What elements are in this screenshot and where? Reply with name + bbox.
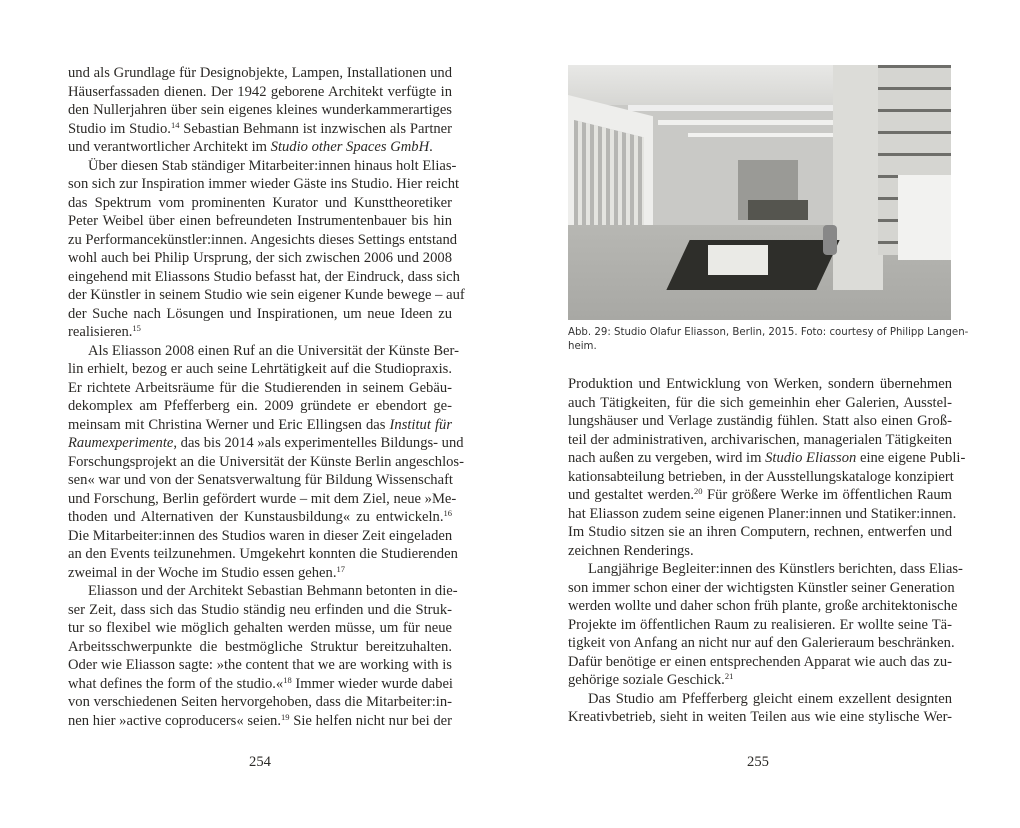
text-line (68, 249, 452, 268)
text-line (68, 527, 452, 546)
text-line (68, 379, 452, 398)
text-line (568, 708, 952, 727)
text-run: kationsabteilung betrieben, in der Ausstellungskataloge konzipiert (568, 468, 954, 485)
text-run: Arbeitsschwerpunkte die bestmögliche Struktur bereitzuhalten. (68, 638, 452, 655)
italic-text: Studio Eliasson (765, 450, 857, 466)
text-run: teil der administrativen, archivarischen, managerialen Tätigkeiten (568, 431, 952, 448)
text-line (68, 157, 457, 176)
text-run: und verantwortlicher Architekt im (68, 139, 271, 155)
text-run: gehörige soziale Geschick. (568, 672, 725, 688)
text-line (568, 616, 952, 635)
footnote-ref: 20 (694, 486, 703, 496)
text-line (568, 431, 952, 450)
footnote-ref: 18 (283, 674, 292, 685)
text-line (68, 64, 452, 83)
text-line (68, 194, 452, 213)
footnote-ref: 21 (724, 671, 734, 681)
text-run: Über diesen Stab ständiger Mitarbeiter:innen hinaus holt Elias- (88, 157, 457, 174)
page-number-right: 255 (747, 754, 769, 770)
text-run: und Forschung, Berlin gefördert wurde – mit dem Ziel, neue »Me- (68, 490, 457, 507)
text-line (568, 634, 955, 653)
text-run: Studio im Studio. (68, 120, 171, 137)
text-line (68, 693, 452, 712)
text-line (68, 175, 460, 194)
text-run: Produktion und Entwicklung von Werken, sondern übernehmen (568, 376, 952, 392)
text-line (68, 212, 452, 231)
text-run: das Spektrum vom prominenten Kurator und Kunsttheoretiker (68, 194, 452, 211)
text-line (68, 675, 452, 694)
text-line (568, 449, 966, 468)
text-line (68, 120, 452, 139)
text-line (68, 305, 452, 324)
figure-caption (568, 326, 969, 354)
text-line (68, 656, 452, 675)
italic-text: Institut für (389, 416, 453, 433)
text-line (68, 619, 452, 638)
text-line (68, 416, 452, 435)
text-run: Immer wieder wurde dabei (291, 675, 453, 692)
text-line (568, 394, 952, 413)
text-run: Als Eliasson 2008 einen Ruf an die Universität der Künste Ber- (88, 342, 459, 359)
text-line (68, 342, 459, 361)
text-run: Forschungsprojekt an die Universität der Künste Berlin angeschlos- (68, 453, 464, 470)
right-page-body-text (568, 375, 966, 727)
text-run: ser Zeit, dass sich das Studio ständig neu erfinden und die Struk- (68, 601, 452, 618)
footnote-ref: 19 (281, 711, 290, 722)
text-run: eingehend mit Eliassons Studio befasst hat, der Eindruck, dass sich (68, 268, 460, 285)
text-run: Im Studio sitzen sie an ihren Computern, rechnen, entwerfen und (568, 524, 952, 540)
text-run: von verschiedenen Seiten hervorgehoben, dass die Mitarbeiter:in- (68, 694, 452, 710)
text-run: der Künstler in seinem Studio wie sein eigener Kunde bewege – auf (68, 287, 465, 303)
text-run: . (429, 139, 433, 155)
text-line (68, 508, 452, 527)
text-run: Für größere Werke im öffentlichen Raum (702, 487, 952, 503)
footnote-ref: 14 (170, 119, 180, 130)
text-line (68, 712, 452, 731)
text-line (68, 138, 452, 157)
text-run: zeichnen Renderings. (568, 542, 694, 559)
text-line (568, 579, 955, 598)
text-line (568, 412, 952, 431)
text-run: tigkeit von Anfang an nicht nur auf den Galerieraum beschränken. (568, 635, 955, 651)
text-line (68, 434, 464, 453)
text-run: Langjährige Begleiter:innen des Künstlers berichten, dass Elias- (588, 561, 963, 577)
text-run: Das Studio am Pfefferberg gleicht einem exzellent designten (588, 690, 952, 707)
text-run: nen hier »active coproducers« seien. (68, 712, 281, 729)
text-line (68, 638, 452, 657)
text-line (68, 471, 452, 490)
text-run: Peter Weibel über einen befreundeten Instrumentenbauer bis hin (68, 213, 452, 229)
studio-photo (568, 65, 951, 320)
text-line (68, 564, 452, 583)
text-line (68, 397, 452, 416)
text-line (68, 490, 457, 509)
text-line (568, 560, 963, 579)
text-line (568, 597, 958, 616)
text-run: Projekte im öffentlichen Raum zu realisieren. Er wollte seine Tä- (568, 616, 952, 633)
text-run: eine eigene Publi- (856, 450, 966, 466)
page-number-left: 254 (249, 754, 271, 770)
text-run: den Nullerjahren über sein eigenes kleines wunderkammerartiges (68, 102, 452, 118)
text-run: Oder wie Eliasson sagte: »the content that we are working with is (68, 657, 452, 673)
text-line (68, 83, 452, 102)
text-line (568, 523, 952, 542)
text-run: Häuserfassaden dienen. Der 1942 geborene Architekt verfügte in (68, 83, 452, 100)
text-run: tur so flexibel wie möglich gehalten werden müsse, um für neue (68, 620, 452, 636)
text-line (568, 690, 952, 709)
text-line (568, 653, 952, 672)
text-run: Kreativbetrieb, sieht in weiten Teilen aus wie eine stylische Wer- (568, 709, 952, 725)
text-line (68, 453, 464, 472)
text-line (568, 671, 952, 690)
text-run: Die Mitarbeiter:innen des Studios waren in dieser Zeit eingeladen (68, 527, 453, 544)
text-line (68, 268, 460, 287)
footnote-ref: 17 (336, 563, 345, 574)
text-line (568, 542, 952, 561)
text-run: werden wollte und daher schon früh plante, große architektonische (568, 598, 958, 614)
text-run: dekomplex am Pfefferberg ein. 2009 gründete er ebendort ge- (68, 398, 452, 414)
text-line (68, 601, 452, 620)
text-line (68, 231, 458, 250)
text-run: zu Performancekünstler:innen. Angesichts dieses Settings entstand (68, 231, 458, 248)
text-run: an den Events teilzunehmen. Umgekehrt konnten die Studierenden (68, 546, 458, 562)
text-run: , das bis 2014 »als experimentelles Bildungs- und (173, 435, 464, 451)
text-line (68, 582, 458, 601)
text-run: Sie helfen nicht nur bei der (289, 712, 452, 729)
italic-text: Raumexperimente (68, 435, 174, 451)
text-line (568, 486, 952, 505)
footnote-ref: 15 (132, 323, 141, 333)
text-line (68, 545, 458, 564)
text-line (568, 375, 952, 394)
text-run: thoden und Alternativen der Kunstausbildung« zu entwickeln. (68, 509, 444, 525)
text-run: und gestaltet werden. (568, 487, 695, 503)
text-run: lin erhielt, bezog er auch seine Lehrtätigkeit auf die Studiopraxis. (68, 361, 452, 377)
text-run: son sich zur Inspiration immer wieder Gäste ins Studio. Hier reicht (68, 176, 460, 192)
text-run: Dafür benötige er einen entsprechenden Apparat wie auch das zu- (568, 653, 952, 670)
text-run: wohl auch bei Philip Ursprung, der sich zwischen 2006 und 2008 (68, 250, 452, 266)
text-run: Sebastian Behmann ist inzwischen als Partner (179, 120, 453, 137)
italic-text: Studio other Spaces GmbH (270, 139, 430, 155)
text-line (68, 286, 465, 305)
text-run: hat Eliasson zudem seine eigenen Planer:innen und Statiker:innen. (568, 505, 957, 522)
text-run: Eliasson und der Architekt Sebastian Behmann betonten in die- (88, 583, 458, 599)
text-run: der Suche nach Lösungen und Inspirationen, um neue Ideen zu (68, 305, 452, 322)
text-run: lungshäuser und Verlage zuständig fühlen. Statt also einen Groß- (568, 413, 952, 429)
text-line (68, 360, 452, 379)
footnote-ref: 16 (443, 508, 452, 518)
text-run: nach außen zu vergeben, wird im (568, 450, 766, 466)
text-run: son immer schon einer der wichtigsten Künstler seiner Generation (568, 579, 955, 596)
text-line (568, 505, 957, 524)
caption-line: heim. (568, 341, 597, 352)
text-line (68, 101, 452, 120)
text-run: meinsam mit Christina Werner und Eric Ellingsen das (68, 416, 390, 433)
text-run: auch Tätigkeiten, für die sich gemeinhin eher Galerien, Ausstel- (568, 394, 952, 411)
text-run: zweimal in der Woche im Studio essen gehen. (68, 564, 337, 581)
text-line (68, 323, 452, 342)
text-run: what defines the form of the studio.« (68, 675, 284, 692)
text-line (568, 468, 952, 487)
text-run: realisieren. (68, 324, 133, 340)
text-run: und als Grundlage für Designobjekte, Lampen, Installationen und (68, 65, 452, 81)
caption-line: Abb. 29: Studio Olafur Eliasson, Berlin, 2015. Foto: courtesy of Philipp Langen- (568, 327, 969, 338)
text-run: Er richtete Arbeitsräume für die Studierenden in seinem Gebäu- (68, 379, 452, 396)
text-run: sen« war und von der Senatsverwaltung für Bildung Wissenschaft (68, 472, 453, 488)
left-page-body-text (68, 64, 465, 730)
